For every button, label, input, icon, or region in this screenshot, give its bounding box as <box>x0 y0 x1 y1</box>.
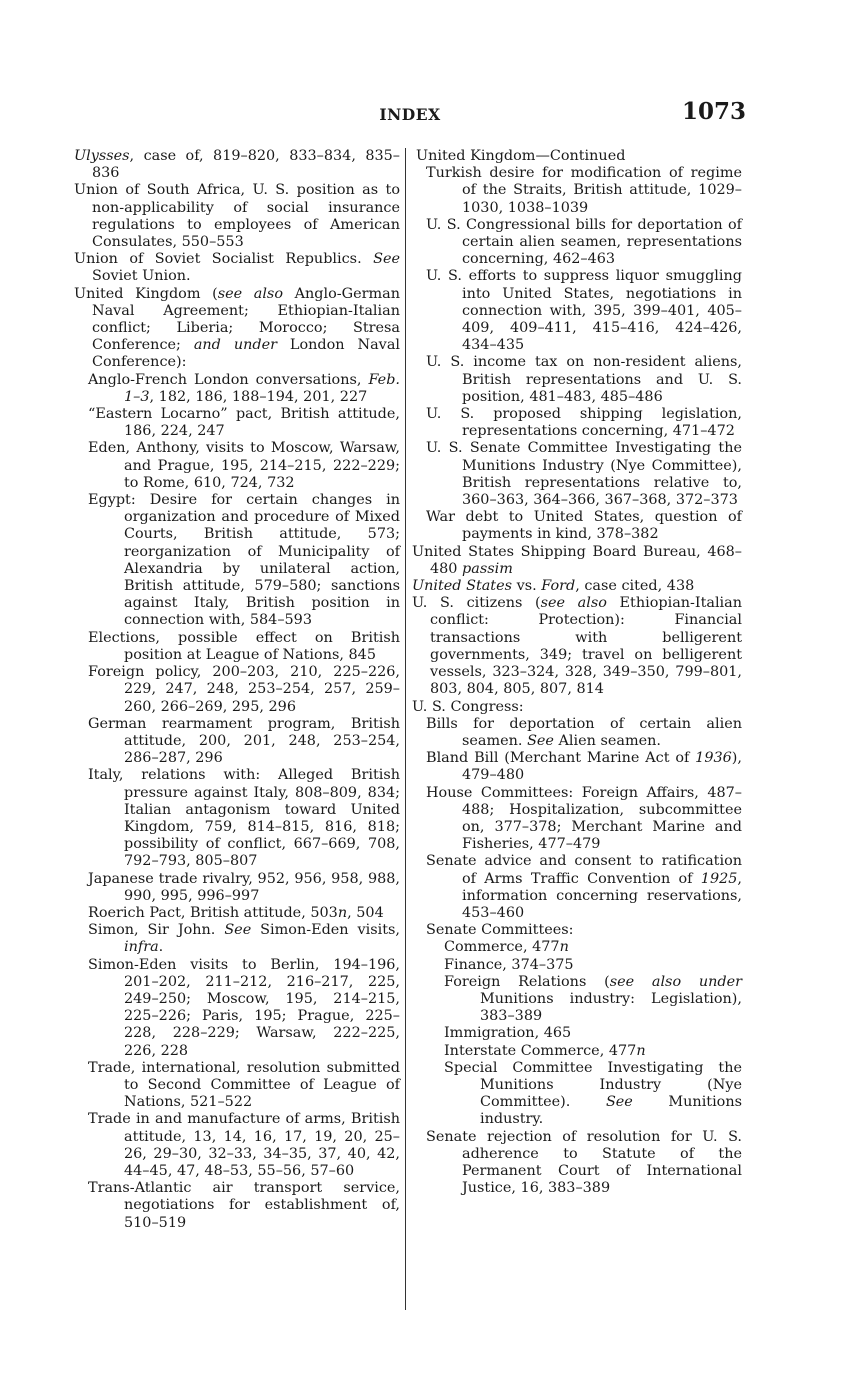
index-entry: United States Shipping Board Bureau, 468–480 passim <box>412 543 742 577</box>
index-subentry: Simon-Eden visits to Berlin, 194–196, 201–202, 211–212, 216–217, 225, 249–250; Moscow, 195, 214–215, 225–226; Paris, 195; Prague, 225–228, 228–229; Warsaw, 222–225, 226, 228 <box>88 956 400 1059</box>
index-subentry: Senate Committees: <box>426 922 574 939</box>
index-subentry: Elections, possible effect on British position at League of Nations, 845 <box>88 629 400 663</box>
index-subentry: Japanese trade rivalry, 952, 956, 958, 988, 990, 995, 996–997 <box>88 870 400 904</box>
index-subentry: Trans-Atlantic air transport service, negotiations for establishment of, 510–519 <box>88 1180 400 1231</box>
index-subentry: House Committees: Foreign Affairs, 487–488; Hospitalization, subcommittee on, 377–378; Merchant Marine and Fisheries, 477–479 <box>426 784 742 853</box>
index-subentry: Foreign Relations (see also under Munitions industry: Legislation), 383–389 <box>444 973 742 1025</box>
index-subentry: Immigration, 465 <box>444 1025 572 1042</box>
index-subentry: “Eastern Locarno” pact, British attitude, 186, 224, 247 <box>88 406 400 440</box>
index-subentry: Special Committee Investigating the Munitions Industry (Nye Committee). See Munitions industry. <box>444 1059 742 1128</box>
index-subentry: U. S. efforts to suppress liquor smuggling into United States, negotiations in connection with, 395, 399–401, 405–409, 409–411, 415–416, 424–426, 434–435 <box>426 268 742 354</box>
index-subentry: Bland Bill (Merchant Marine Act of 1936), 479–480 <box>426 750 742 784</box>
index-subentry: U. S. Congressional bills for deportation of certain alien seamen, representations concerning, 462–463 <box>426 216 742 268</box>
index-subentry: Eden, Anthony, visits to Moscow, Warsaw, and Prague, 195, 214–215, 222–229; to Rome, 610, 724, 732 <box>88 440 400 491</box>
index-entry: United Kingdom (see also Anglo-German Naval Agreement; Ethiopian-Italian conflict; Liberia; Morocco; Stresa Conference; and under London Naval Conference): <box>74 285 400 371</box>
index-subentry: Anglo-French London conversations, Feb. 1–3, 182, 186, 188–194, 201, 227 <box>88 371 400 405</box>
index-subentry: U. S. proposed shipping legislation, representations concerning, 471–472 <box>426 406 742 440</box>
index-entry: United Kingdom—Continued <box>416 148 626 164</box>
index-subentry: Finance, 374–375 <box>444 956 574 973</box>
index-entry: U. S. citizens (see also Ethiopian-Italian conflict: Protection): Financial transactions with belligerent governments, 349; travel on belligerent vessels, 323–324, 328, 349–350, 799–801, 803, 804, 805, 807, 814 <box>412 595 743 698</box>
index-entry: United States vs. Ford, case cited, 438 <box>412 578 695 595</box>
page-number: 1073 <box>681 98 746 125</box>
index-subentry: U. S. Senate Committee Investigating the Munitions Industry (Nye Committee), British representations relative to, 360–363, 364–366, 367–368, 372–373 <box>426 440 742 509</box>
index-subentry: Simon, Sir John. See Simon-Eden visits, infra. <box>88 922 400 956</box>
index-entry: Ulysses, case of, 819–820, 833–834, 835–836 <box>74 148 400 182</box>
index-entry: Union of Soviet Socialist Republics. See Soviet Union. <box>74 251 400 285</box>
index-entry: U. S. Congress: <box>412 698 524 715</box>
index-subentry: War debt to United States, question of payments in kind, 378–382 <box>426 509 742 543</box>
index-subentry: Foreign policy, 200–203, 210, 225–226, 229, 247, 248, 253–254, 257, 259–260, 266–269, 295, 296 <box>88 664 400 715</box>
index-subentry: Turkish desire for modification of regime of the Straits, British attitude, 1029–1030, 1038–1039 <box>426 165 742 216</box>
index-subentry: German rearmament program, British attitude, 200, 201, 248, 253–254, 286–287, 296 <box>88 715 400 767</box>
index-subentry: Interstate Commerce, 477n <box>444 1042 646 1059</box>
index-subentry: Bills for deportation of certain alien seamen. See Alien seamen. <box>426 715 742 749</box>
index-subentry: Italy, relations with: Alleged British pressure against Italy, 808–809, 834; Italian antagonism toward United Kingdom, 759, 814–815, 816, 818; possibility of conflict, 667–669, 708, 792–793, 805–807 <box>88 767 400 870</box>
index-subentry: Senate advice and consent to ratification of Arms Traffic Convention of 1925, information concerning reservations, 453–460 <box>426 853 742 921</box>
running-head: INDEX <box>379 105 441 124</box>
left-column <box>74 148 400 1232</box>
index-subentry: Commerce, 477n <box>444 939 569 956</box>
index-subentry: Trade in and manufacture of arms, British attitude, 13, 14, 16, 17, 19, 20, 25–26, 29–30, 32–33, 34–35, 37, 40, 42, 44–45, 47, 48–53, 55–56, 57–60 <box>88 1111 400 1179</box>
index-subentry: Senate rejection of resolution for U. S. adherence to Statute of the Permanent Court of International Justice, 16, 383–389 <box>426 1128 742 1197</box>
index-subentry: Trade, international, resolution submitted to Second Committee of League of Nations, 521–522 <box>88 1059 400 1111</box>
column-divider <box>405 148 406 1310</box>
index-subentry: Roerich Pact, British attitude, 503n, 504 <box>88 904 384 921</box>
page-header <box>74 98 746 128</box>
index-subentry: U. S. income tax on non-resident aliens, British representations and U. S. position, 481–483, 485–486 <box>426 354 742 405</box>
index-subentry: Egypt: Desire for certain changes in organization and procedure of Mixed Courts, British attitude, 573; reorganization of Municipality of Alexandria by unilateral action, British attitude, 579–580; sanctions against Italy, British position in connection with, 584–593 <box>88 492 400 629</box>
index-entry: Union of South Africa, U. S. position as to non-applicability of social insurance regulations to employees of American Consulates, 550–553 <box>74 182 400 251</box>
right-column <box>412 148 742 1197</box>
